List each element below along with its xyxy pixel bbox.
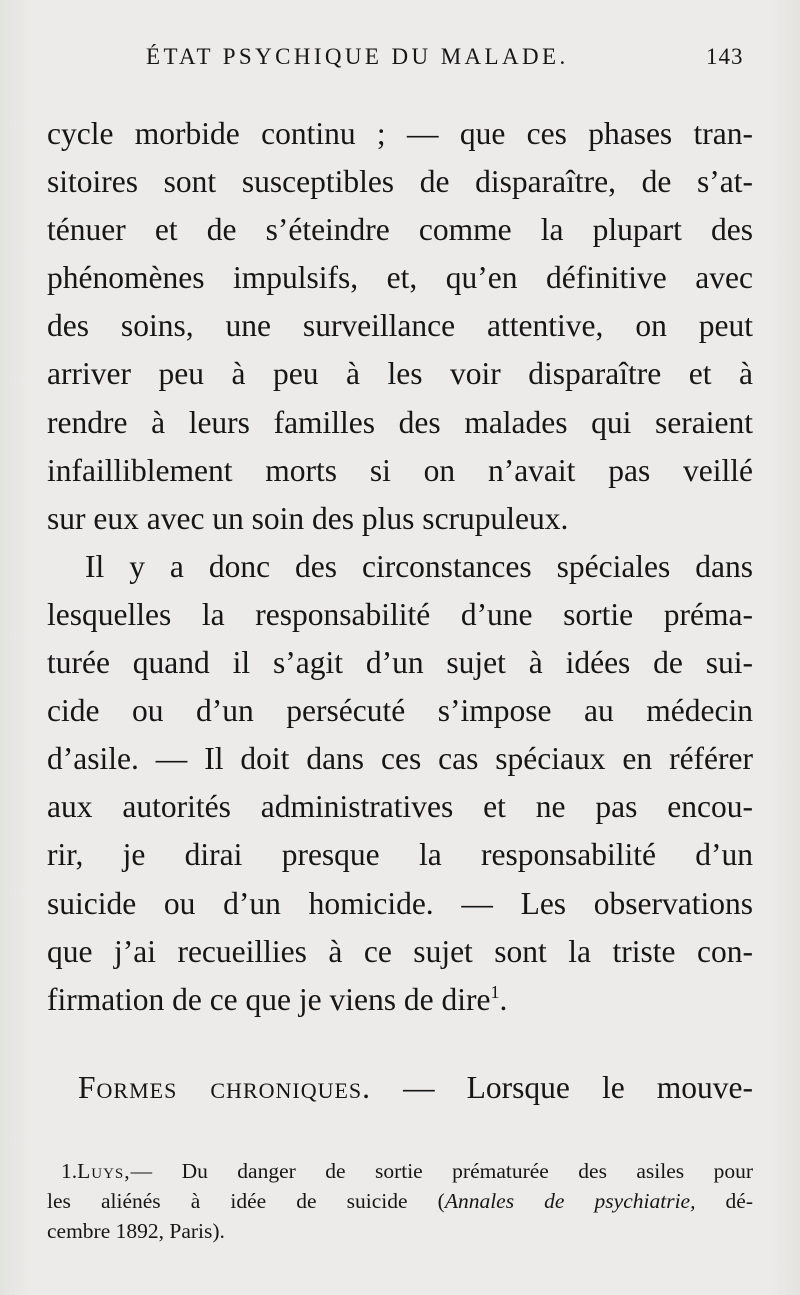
text-line: que j’ai recueillies à ce sujet sont la triste con- <box>47 933 753 969</box>
footnote-text: — Du danger de sortie prématurée des asiles pour <box>130 1159 753 1183</box>
section-start <box>78 1064 753 1112</box>
footnote-line: cembre 1892, Paris). <box>47 1219 225 1243</box>
text-line-final-words: firmation de ce que je viens de dire <box>47 981 491 1017</box>
sentence-end: . <box>499 981 508 1017</box>
text-line-final <box>47 976 753 1024</box>
footnote-text: les aliénés à idée de suicide ( <box>47 1189 445 1213</box>
page-number: 143 <box>706 44 744 69</box>
text-line: suicide ou d’un homicide. — Les observations <box>47 885 753 921</box>
text-line: aux autorités administratives et ne pas encou- <box>47 789 753 825</box>
text-line: infailliblement morts si on n’avait pas veillé <box>47 452 753 488</box>
section-text: — Lorsque le mouve- <box>371 1070 753 1105</box>
footnote <box>47 1156 753 1246</box>
paragraph-2 <box>47 543 753 1024</box>
text-line: cycle morbide continu ; — que ces phases tran- <box>47 116 753 151</box>
footnote-number: 1. <box>61 1159 78 1183</box>
footnote-reference[interactable]: 1 <box>490 981 500 1002</box>
text-line: rir, je dirai presque la responsabilité d’un <box>47 837 753 873</box>
text-line: arriver peu à peu à les voir disparaître et à <box>47 356 753 392</box>
section-heading: Formes chroniques. <box>78 1070 372 1105</box>
footnote-text: dé- <box>695 1189 754 1213</box>
body-text <box>47 110 753 1024</box>
running-head <box>0 40 800 74</box>
text-line: turée quand il s’agit d’un sujet à idées de sui- <box>47 645 753 681</box>
text-line: des soins, une surveillance attentive, on peut <box>47 308 753 344</box>
text-line: sur eux avec un soin des plus scrupuleux. <box>47 500 569 536</box>
text-line: sitoires sont susceptibles de disparaître, de s’at- <box>47 164 753 200</box>
text-line: d’asile. — Il doit dans ces cas spéciaux en référer <box>47 741 753 777</box>
footnote-line <box>47 1156 753 1186</box>
footnote-journal: Annales de psychiatrie, <box>444 1189 696 1213</box>
text-line: lesquelles la responsabilité d’une sortie préma- <box>47 596 753 632</box>
text-line: rendre à leurs familles des malades qui seraient <box>47 404 753 440</box>
text-line: Il y a donc des circonstances spéciales dans <box>85 548 753 584</box>
paragraph-1 <box>47 110 753 543</box>
text-line: ténuer et de s’éteindre comme la plupart des <box>47 212 753 248</box>
footnote-author: Luys, <box>77 1159 131 1183</box>
running-title: ÉTAT PSYCHIQUE DU MALADE. <box>146 44 569 69</box>
footnote-line <box>47 1186 753 1216</box>
text-line: cide ou d’un persécuté s’impose au médecin <box>47 693 753 729</box>
text-line: phénomènes impulsifs, et, qu’en définitive avec <box>47 260 753 296</box>
